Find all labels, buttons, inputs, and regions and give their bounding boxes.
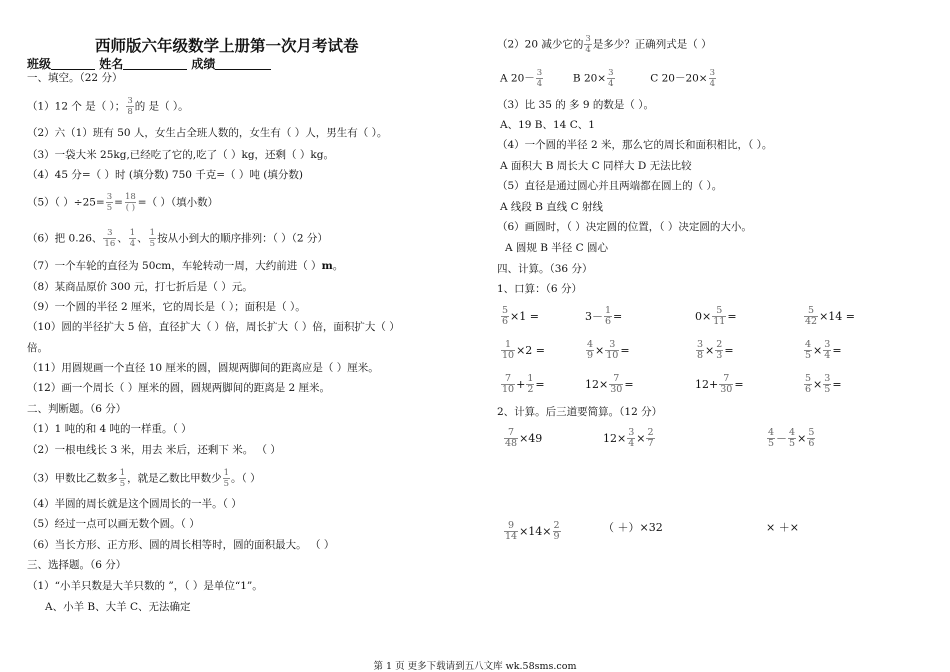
page-footer: 第 1 页 更多下载请到五八文库 wk.58sms.com [373, 661, 577, 672]
judgement-1: （1）1 吨的和 4 吨的一样重。（ ） [27, 423, 192, 435]
oral-problem [585, 374, 634, 395]
section-judgement-heading: 二、判断题。（6 分） [27, 403, 127, 415]
fraction: $\frac{1}{10}$ [502, 339, 515, 361]
fraction: $\frac{5}{11}$ [713, 305, 726, 327]
score-label: 成绩 [191, 57, 216, 71]
judgement-5: （5）经过一点可以画无数个圆。（ ） [27, 518, 200, 530]
fraction: $\frac{3}{5}$ [106, 192, 113, 213]
exam-title: 西师版六年级数学上册第一次月考试卷 [95, 36, 359, 55]
expression-text: = [620, 343, 630, 357]
fraction: $\frac{7}{48}$ [505, 427, 518, 449]
expression-text: － [776, 431, 788, 445]
fraction: $\frac{3}{4}$ [536, 68, 543, 89]
fraction: $\frac{3}{4}$ [824, 339, 831, 361]
oral-problem [803, 340, 842, 361]
class-blank[interactable] [51, 57, 95, 70]
fraction: $\frac{5}{6}$ [805, 373, 812, 395]
oral-problem [695, 306, 737, 327]
oral-problem [585, 306, 622, 327]
question-1-3: （3）一袋大米 25kg,已经吃了它的,吃了（ ）kg，还剩（ ）kg。 [27, 149, 334, 161]
fraction: $\frac{4}{9}$ [587, 339, 594, 361]
fraction: $\frac{1}{5}$ [119, 468, 126, 489]
expression-text: ×14 = [819, 309, 856, 323]
oral-problem [500, 306, 539, 327]
fraction: $\frac{1}{5}$ [223, 468, 230, 489]
expression-text: = [832, 377, 842, 391]
expression-text: + [516, 377, 526, 391]
choice-2: （2）20 减少它的 $\frac{3}{4}$ 是多少？正确列式是（ ） [497, 34, 712, 55]
choice-3-options: A、19 B、14 C、1 [500, 119, 595, 131]
question-1-2: （2）六（1）班有 50 人，女生占全班人数的，女生有（ ）人，男生有（ ）。 [27, 127, 388, 139]
fraction: $\frac{4}{5}$ [805, 339, 812, 361]
oral-calculation-heading: 1、口算：（6 分） [497, 283, 582, 295]
fraction: $\frac{1}{4}$ [129, 228, 136, 249]
expression-text: 12× [585, 377, 609, 391]
fraction: $\frac{3}{8}$ [697, 339, 704, 361]
expression-text: × [813, 343, 823, 357]
student-info-line [27, 55, 271, 72]
fraction: $\frac{5}{42}$ [805, 305, 818, 327]
fraction: $\frac{3}{8}$ [127, 96, 133, 117]
expression-text: × [636, 431, 646, 445]
calc-problem [603, 521, 663, 535]
score-blank[interactable] [215, 57, 271, 70]
choice-4: （4）一个圆的半径 2 米，那么它的周长和面积相比，（ ）。 [497, 139, 773, 151]
judgement-4: （4）半圆的周长就是这个圆周长的一半。（ ） [27, 498, 242, 510]
calc-problem [503, 428, 542, 449]
expression-text: 3－ [585, 309, 603, 323]
expression-text: 12× [603, 431, 627, 445]
expression-text: = [624, 377, 634, 391]
question-1-1: （1）12 个 是（ ）； $\frac{3}{8}$ 的 是（ ）。 [27, 96, 189, 117]
name-label: 姓名 [99, 57, 124, 71]
judgement-3: （3）甲数比乙数多 $\frac{1}{5}$ ，就是乙数比甲数少 $\frac{1}{5}$ 。（ ） [27, 468, 261, 489]
fraction: $\frac{2}{3}$ [716, 339, 723, 361]
fraction: $\frac{3}{4}$ [628, 427, 635, 449]
expression-text: × ＋× [766, 521, 799, 534]
fraction: $\frac{3}{10}$ [606, 339, 619, 361]
fraction: $\frac{3}{4}$ [585, 34, 591, 55]
fraction: $\frac{2}{7}$ [647, 427, 654, 449]
question-1-9: （9）一个圆的半径 2 厘米，它的周长是（ ）；面积是（ ）。 [27, 301, 306, 313]
section-choice-heading: 三、选择题。（6 分） [27, 559, 127, 571]
expression-text: × [797, 431, 807, 445]
choice-5: （5）直径是通过圆心并且两端都在圆上的（ ）。 [497, 180, 723, 192]
oral-problem [695, 340, 734, 361]
expression-text: = [724, 343, 734, 357]
oral-problem [803, 374, 842, 395]
expression-text: = [832, 343, 842, 357]
question-1-4: （4）45 分=（ ）时 (填分数) 750 千克=（ ）吨 (填分数) [27, 169, 303, 181]
fraction: $\frac{9}{14}$ [505, 520, 518, 542]
choice-3: （3）比 35 的 多 9 的数是（ ）。 [497, 99, 654, 111]
choice-5-options: A 线段 B 直线 C 射线 [500, 201, 604, 213]
question-1-7: （7）一个车轮的直径为 50cm，车轮转动一周，大约前进（ ）m。 [27, 260, 344, 272]
name-blank[interactable] [123, 57, 187, 70]
calc-problem [603, 428, 656, 449]
judgement-2: （2）一根电线长 3 米，用去 米后，还剩下 米。 （ ） [27, 444, 281, 456]
choice-2-options: A 20－ $\frac{3}{4}$ B 20× $\frac{3}{4}$ C 20－20× $\frac{3}{4}$ [500, 68, 716, 89]
expression-text: 12+ [695, 377, 719, 391]
question-1-6: （6）把 0.26、 $\frac{3}{16}$ 、 $\frac{1}{4}$ 、 $\frac{1}{5}$ 按从小到大的顺序排列：（ ）（2 分） [27, 228, 328, 249]
question-1-10-cont: 倍。 [27, 342, 48, 354]
fraction: $\frac{7}{30}$ [610, 373, 623, 395]
expression-text: 0× [695, 309, 712, 323]
expression-text: ×14× [519, 524, 552, 538]
expression-text: = [535, 377, 545, 391]
expression-text: = [613, 309, 623, 323]
choice-6-options: A 圆规 B 半径 C 圆心 [505, 242, 609, 254]
question-1-5: （5）（ ）÷25= $\frac{3}{5}$ = $\frac{18}{( )}$ =（ ）（填小数） [27, 192, 219, 213]
choice-1: （1）“小羊只数是大羊只数的 ”，（ ）是单位“1”。 [27, 580, 263, 592]
fraction: $\frac{1}{2}$ [527, 373, 534, 395]
calc-problem [503, 521, 562, 542]
question-1-12: （12）画一个周长（ ）厘米的圆，圆规两脚间的距离是 2 厘米。 [27, 382, 331, 394]
choice-4-options: A 面积大 B 周长大 C 同样大 D 无法比较 [500, 160, 692, 172]
expression-text: × [705, 343, 715, 357]
fraction: $\frac{3}{4}$ [709, 68, 716, 89]
fraction: $\frac{18}{( )}$ [124, 192, 136, 213]
expression-text: ×2 = [516, 343, 546, 357]
expression-text: = [727, 309, 737, 323]
fraction: $\frac{1}{5}$ [149, 228, 156, 249]
question-1-11: （11）用圆规画一个直径 10 厘米的圆，圆规两脚间的距离应是（ ）厘米。 [27, 362, 379, 374]
oral-problem [803, 306, 855, 327]
expression-text: （ ＋）×32 [603, 521, 663, 534]
fraction: $\frac{3}{16}$ [104, 228, 116, 249]
fraction: $\frac{3}{4}$ [608, 68, 614, 89]
fraction: $\frac{3}{5}$ [824, 373, 831, 395]
fraction: $\frac{4}{5}$ [768, 427, 775, 449]
fraction: $\frac{4}{5}$ [789, 427, 796, 449]
calc-problem [766, 428, 816, 449]
section-calculation-heading: 四、计算。（36 分） [497, 263, 593, 275]
oral-problem [500, 340, 545, 361]
judgement-6: （6）当长方形、正方形、圆的周长相等时，圆的面积最大。 （ ） [27, 539, 335, 551]
fraction: $\frac{5}{6}$ [808, 427, 815, 449]
fraction: $\frac{5}{6}$ [502, 305, 509, 327]
question-1-8: （8）某商品原价 300 元，打七折后是（ ）元。 [27, 281, 253, 293]
fraction: $\frac{2}{9}$ [553, 520, 560, 542]
oral-problem [585, 340, 630, 361]
choice-1-options: A、小羊 B、大羊 C、无法确定 [45, 601, 191, 613]
expression-text: ×49 [519, 431, 543, 445]
expression-text: × [813, 377, 823, 391]
class-label: 班级 [27, 57, 52, 71]
expression-text: = [734, 377, 744, 391]
calc-problem [766, 521, 799, 535]
fraction: $\frac{7}{30}$ [720, 373, 733, 395]
question-1-10: （10）圆的半径扩大 5 倍，直径扩大（ ）倍，周长扩大（ ）倍，面积扩大（ ） [27, 321, 400, 333]
section-fill-blank-heading: 一、填空。（22 分） [27, 72, 123, 84]
oral-problem [500, 374, 545, 395]
oral-problem [695, 374, 744, 395]
expression-text: × [595, 343, 605, 357]
fraction: $\frac{1}{6}$ [605, 305, 612, 327]
written-calculation-heading: 2、计算。后三道要简算。（12 分） [497, 406, 663, 418]
choice-6: （6）画圆时，（ ）决定圆的位置，（ ）决定圆的大小。 [497, 221, 752, 233]
fraction: $\frac{7}{10}$ [502, 373, 515, 395]
expression-text: ×1 = [510, 309, 539, 323]
